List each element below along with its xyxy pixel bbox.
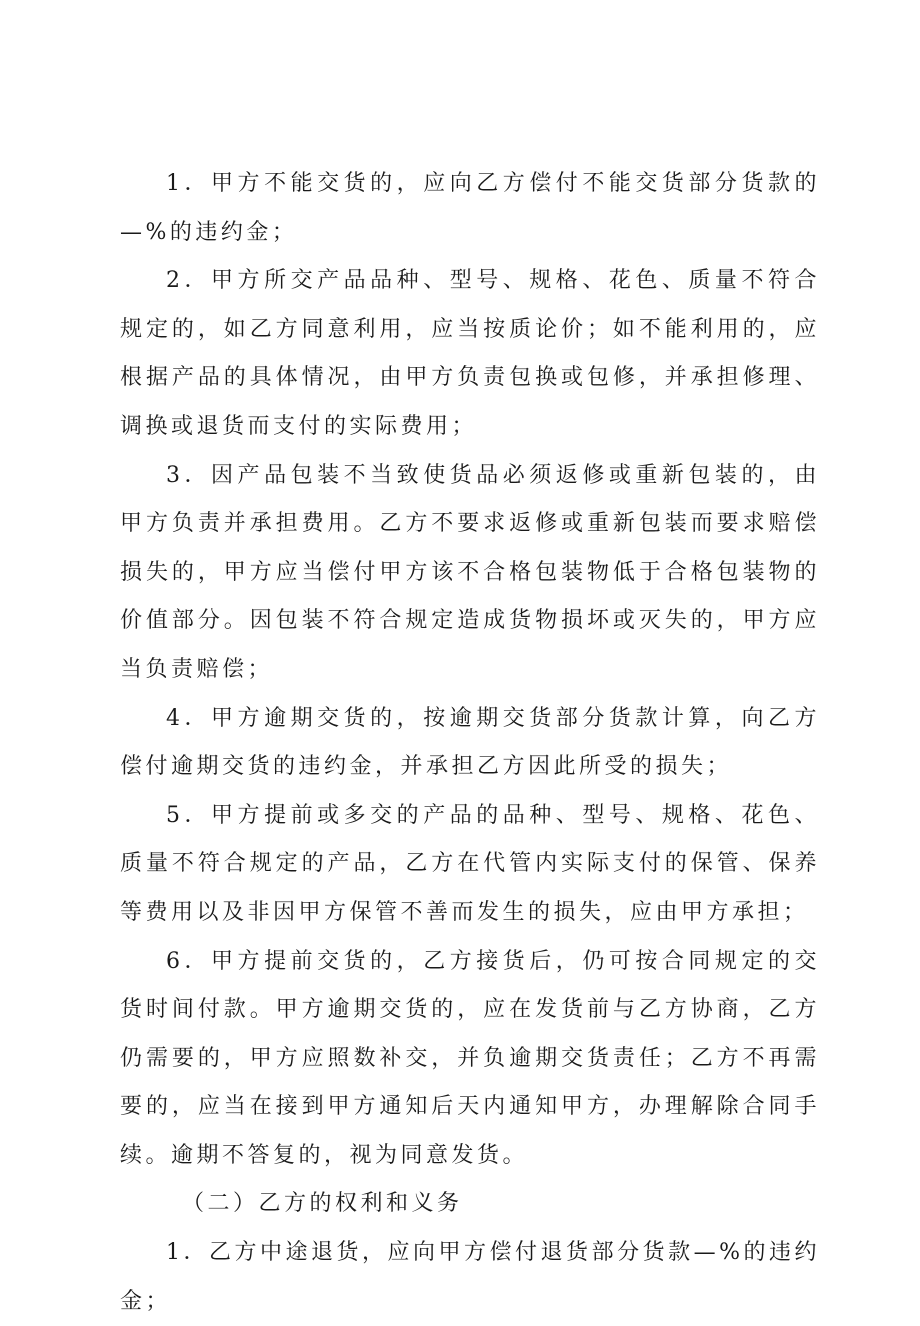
section-heading: （二）乙方的权利和义务: [182, 1191, 463, 1217]
clause-5: 5．甲方提前或多交的产品的品种、型号、规格、花色、质量不符合规定的产品，乙方在代管内实际支付的保管、保养等费用以及非因甲方保管不善而发生的损失，应由甲方承担；: [120, 802, 820, 925]
document-body: [120, 160, 820, 1326]
section-clause-1: 1．乙方中途退货，应向甲方偿付退货部分货款—%的违约金；: [120, 1240, 820, 1314]
clause-1: 1．甲方不能交货的，应向乙方偿付不能交货部分货款的—%的违约金；: [120, 171, 820, 245]
clause-2: 2．甲方所交产品品种、型号、规格、花色、质量不符合规定的，如乙方同意利用，应当按质论价；如不能利用的，应根据产品的具体情况，由甲方负责包换或包修，并承担修理、调换或退货而支付的实际费用；: [120, 268, 820, 439]
clause-6: 6．甲方提前交货的，乙方接货后，仍可按合同规定的交货时间付款。甲方逾期交货的，应在发货前与乙方协商，乙方仍需要的，甲方应照数补交，并负逾期交货责任；乙方不再需要的，应当在接到甲方通知后天内通知甲方，办理解除合同手续。逾期不答复的，视为同意发货。: [120, 948, 820, 1168]
clause-3: 3．因产品包装不当致使货品必须返修或重新包装的，由甲方负责并承担费用。乙方不要求返修或重新包装而要求赔偿损失的，甲方应当偿付甲方该不合格包装物低于合格包装物的价值部分。因包装不符合规定造成货物损坏或灭失的，甲方应当负责赔偿；: [120, 462, 820, 682]
clause-4: 4．甲方逾期交货的，按逾期交货部分货款计算，向乙方偿付逾期交货的违约金，并承担乙方因此所受的损失；: [120, 705, 820, 780]
